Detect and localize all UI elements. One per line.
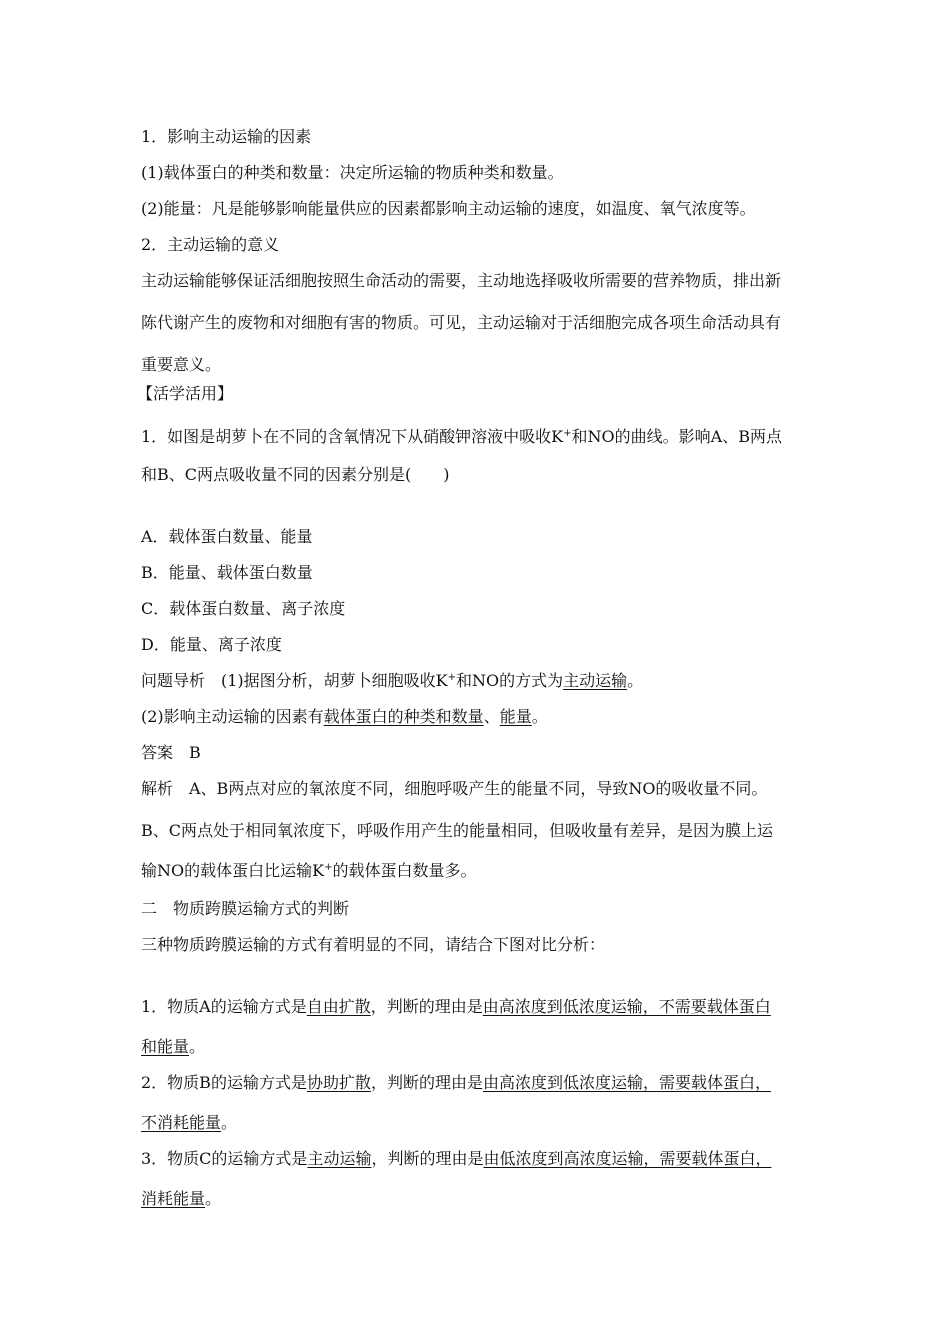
question-text-a: 1．如图是胡萝卜在不同的含氧情况下从硝酸钾溶液中吸收K	[141, 427, 564, 446]
k-plus-sup: +	[324, 862, 333, 873]
item2-answer: 协助扩散	[306, 1073, 371, 1092]
significance-line1: 主动运输能够保证活细胞按照生命活动的需要，主动地选择吸收所需要的营养物质，排出新	[141, 271, 782, 290]
k-plus-sup: +	[447, 672, 457, 683]
analysis1-answer: 主动运输	[563, 671, 628, 690]
item3-reason-cont: 消耗能量	[141, 1189, 206, 1208]
item1-reason: 由高浓度到低浓度运输，不需要载体蛋白	[482, 997, 771, 1016]
analysis2-text: (2)影响主动运输的因素有	[141, 707, 324, 726]
section2-heading: 二 物质跨膜运输方式的判断	[141, 899, 350, 918]
analysis2-answer1: 载体蛋白的种类和数量	[323, 707, 484, 726]
practice-title: 【活学活用】	[137, 384, 234, 403]
option-a: A．载体蛋白数量、能量	[141, 527, 313, 546]
item1-end: 。	[189, 1037, 206, 1056]
k-plus-sup: +	[563, 428, 572, 439]
analysis1-text: 问题导析 (1)据图分析，胡萝卜细胞吸收K	[141, 671, 448, 690]
explanation3-text: 输NO的载体蛋白比运输K	[141, 861, 325, 880]
question-line1	[141, 426, 821, 448]
substance-c-line1	[141, 1148, 821, 1170]
section1-point1: (1)载体蛋白的种类和数量：决定所运输的物质种类和数量。	[141, 163, 564, 182]
item2-reason: 由高浓度到低浓度运输，需要载体蛋白，	[482, 1073, 771, 1092]
item2-reason-cont: 不消耗能量	[141, 1113, 222, 1132]
item3-reason: 由低浓度到高浓度运输，需要载体蛋白，	[483, 1149, 772, 1168]
explanation-line2: B、C两点处于相同氧浓度下，呼吸作用产生的能量相同，但吸收量有差异，是因为膜上运	[141, 821, 774, 840]
item1-answer: 自由扩散	[306, 997, 371, 1016]
substance-a-line1	[141, 996, 821, 1018]
item3-answer: 主动运输	[307, 1149, 372, 1168]
analysis2-end: 。	[531, 707, 548, 726]
substance-b-line1	[141, 1072, 821, 1094]
guided-analysis-2	[141, 706, 821, 728]
item3-text: 3．物质C的运输方式是	[141, 1149, 308, 1168]
guided-analysis-1	[141, 670, 821, 692]
item1-text: 1．物质A的运输方式是	[141, 997, 307, 1016]
item3-text-b: ，判断的理由是	[371, 1149, 484, 1168]
significance-line2: 陈代谢产生的废物和对细胞有害的物质。可见，主动运输对于活细胞完成各项生命活动具有	[141, 313, 782, 332]
substance-b-line2	[141, 1112, 821, 1134]
answer: 答案 B	[141, 743, 201, 762]
explanation3-text-b: 的载体蛋白数量多。	[332, 861, 477, 880]
question-line2: 和B、C两点吸收量不同的因素分别是( )	[141, 465, 450, 484]
item3-end: 。	[205, 1189, 222, 1208]
section1-heading: 1．影响主动运输的因素	[141, 127, 312, 146]
option-b: B．能量、载体蛋白数量	[141, 563, 313, 582]
substance-c-line2	[141, 1188, 821, 1210]
explanation-line3	[141, 860, 821, 882]
analysis1-text-b: 和NO的方式为	[456, 671, 564, 690]
item2-text: 2．物质B的运输方式是	[141, 1073, 307, 1092]
analysis2-answer2: 能量	[499, 707, 532, 726]
significance-line3: 重要意义。	[141, 355, 222, 374]
analysis1-end: 。	[627, 671, 644, 690]
item2-end: 。	[221, 1113, 238, 1132]
item1-reason-cont: 和能量	[141, 1037, 190, 1056]
question-text-b: 和NO的曲线。影响A、B两点	[571, 427, 782, 446]
analysis2-sep: 、	[483, 707, 500, 726]
section2-intro: 三种物质跨膜运输的方式有着明显的不同，请结合下图对比分析：	[141, 935, 606, 954]
item2-text-b: ，判断的理由是	[370, 1073, 483, 1092]
explanation-line1: 解析 A、B两点对应的氧浓度不同，细胞呼吸产生的能量不同，导致NO的吸收量不同。	[141, 779, 768, 798]
substance-a-line2	[141, 1036, 821, 1058]
section1-heading2: 2．主动运输的意义	[141, 235, 280, 254]
option-d: D．能量、离子浓度	[141, 635, 282, 654]
option-c: C．载体蛋白数量、离子浓度	[141, 599, 346, 618]
item1-text-b: ，判断的理由是	[370, 997, 483, 1016]
section1-point2: (2)能量：凡是能够影响能量供应的因素都影响主动运输的速度，如温度、氧气浓度等。	[141, 199, 756, 218]
